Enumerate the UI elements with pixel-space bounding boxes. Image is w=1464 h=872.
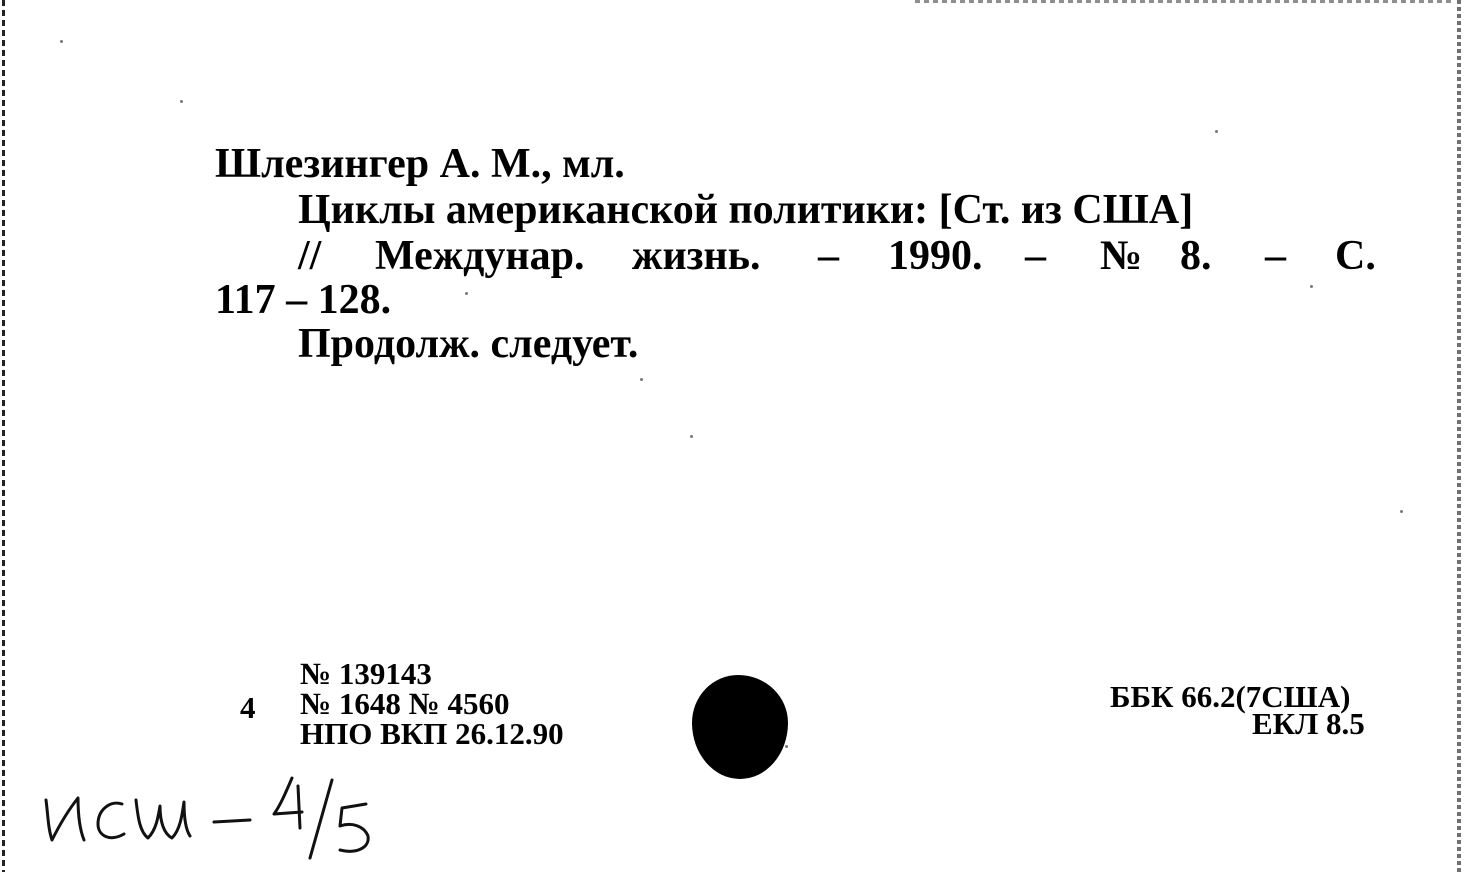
card-left-edge — [2, 0, 5, 872]
bbk-classification: ББК 66.2(7США) — [1110, 679, 1351, 714]
publisher-stamp: НПО ВКП 26.12.90 — [300, 716, 564, 751]
card-top-edge — [915, 0, 1455, 3]
source-journal-2: жизнь. — [632, 233, 761, 279]
punch-hole — [692, 675, 788, 779]
source-slashes: // — [298, 233, 322, 279]
pages-line: 117 – 128. — [215, 277, 392, 323]
card-right-edge — [1457, 0, 1461, 872]
continuation-note: Продолж. следует. — [298, 321, 639, 367]
source-issue-sign: № — [1100, 233, 1143, 279]
source-dash-3: – — [1265, 233, 1286, 279]
source-pages-prefix: С. — [1335, 233, 1376, 279]
author-line: Шлезингер А. М., мл. — [215, 141, 625, 187]
ekl-classification: ЕКЛ 8.5 — [1252, 706, 1365, 741]
card-count: 4 — [240, 690, 256, 725]
title-line: Циклы американской политики: [Ст. из США] — [298, 187, 1194, 233]
source-issue: 8. — [1180, 233, 1212, 279]
source-journal: Междунар. — [375, 233, 585, 279]
source-dash-2: – — [1025, 233, 1046, 279]
source-year: 1990. — [888, 233, 983, 279]
accession-number-2: № 1648 № 4560 — [300, 686, 510, 721]
source-dash-1: – — [818, 233, 839, 279]
handwritten-shelfmark — [40, 770, 400, 865]
accession-number-1: № 139143 — [300, 656, 432, 691]
